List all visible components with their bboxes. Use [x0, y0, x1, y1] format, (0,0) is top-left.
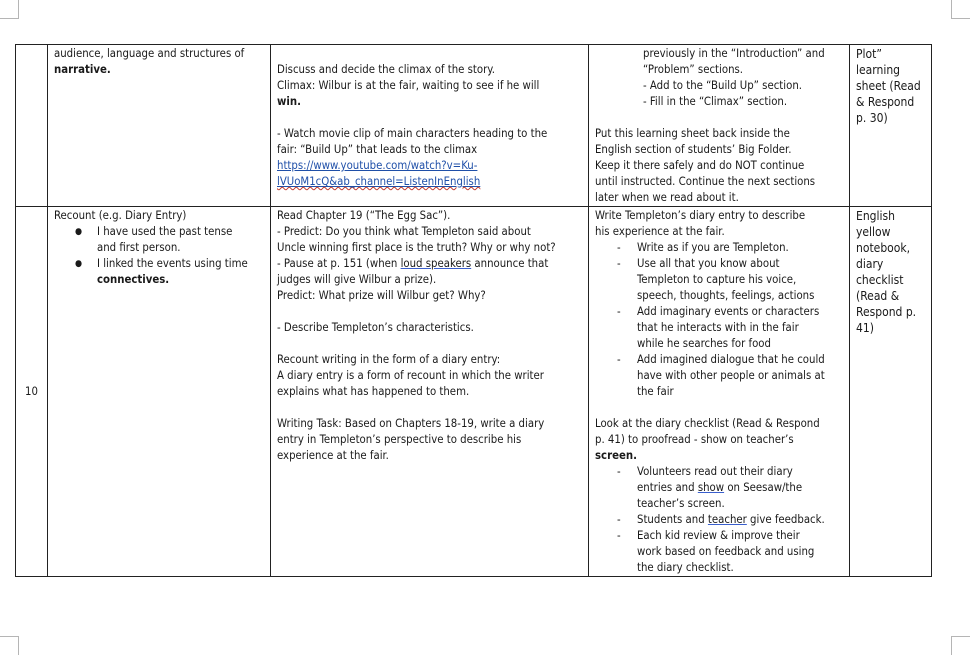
lesson-plan-table	[15, 44, 932, 577]
feedback-dash-list	[595, 464, 844, 576]
week-number-cell: 10	[16, 207, 48, 577]
list-item	[637, 464, 844, 512]
page-corner-mark-bottom-right	[951, 636, 970, 655]
list-item	[637, 304, 844, 352]
list-item	[97, 256, 265, 288]
resource-line: yellow	[856, 225, 891, 239]
task-line: “Problem” sections.	[643, 63, 744, 76]
activity-line: Predict: What prize will Wilbur get? Why?	[277, 289, 486, 302]
resource-line: diary	[856, 257, 884, 271]
task-line: Look at the diary checklist (Read & Respond	[595, 417, 820, 430]
task-line: Keep it there safely and do NOT continue	[595, 159, 805, 172]
list-item	[97, 224, 265, 256]
task-line: previously in the “Introduction” and	[643, 47, 825, 60]
week-cell-empty	[16, 45, 48, 207]
task-line: Write Templeton’s diary entry to describe	[595, 209, 806, 222]
resource-line: Respond p.	[856, 305, 917, 319]
task-point-line	[637, 480, 844, 496]
page-corner-mark-top-right	[951, 0, 970, 19]
task-point-line: - Volunteers read out their diary	[637, 465, 793, 478]
page-corner-mark-bottom-left	[0, 636, 19, 655]
task-point-line: that he interacts with in the fair	[637, 321, 799, 334]
activity-line: - Predict: Do you think what Templeton said about	[277, 225, 531, 238]
resource-line: notebook,	[856, 241, 911, 255]
list-item	[637, 240, 844, 256]
task-point-line: - Each kid review & improve their	[637, 529, 800, 542]
activity-line: Recount writing in the form of a diary entry:	[277, 353, 501, 366]
youtube-link[interactable]: https://www.youtube.com/watch?v=Ku-	[277, 159, 478, 172]
resource-line: 41)	[856, 321, 874, 335]
youtube-link-text[interactable]: lVUoM1cQ&ab_channel=ListenInEnglish	[277, 175, 481, 188]
task-line: until instructed. Continue the next sections	[595, 175, 816, 188]
task-point-line	[637, 512, 844, 528]
activity-line: Uncle winning first place is the truth? Why or why not?	[277, 241, 556, 254]
task-point-line: - Add imagined dialogue that he could	[637, 353, 825, 366]
resource-line: sheet (Read	[856, 79, 921, 93]
list-item	[637, 512, 844, 528]
bullet-line: ● I linked the events using time	[97, 257, 248, 270]
resources-cell	[850, 45, 932, 207]
activity-line: Climax: Wilbur is at the fair, waiting to see if he will	[277, 79, 540, 92]
task-line: screen.	[595, 449, 637, 462]
task-point-line: teacher’s screen.	[637, 497, 725, 510]
activity-line: Read Chapter 19 (“The Egg Sac”).	[277, 209, 451, 222]
task-line: - Fill in the “Climax” section.	[643, 95, 788, 108]
activity-line: judges will give Wilbur a prize).	[277, 273, 437, 286]
task-line: p. 41) to proofread - show on teacher’s	[595, 433, 794, 446]
objectives-cell	[48, 45, 271, 207]
objective-line: narrative.	[54, 63, 111, 76]
task-point-line: - Write as if you are Templeton.	[637, 241, 789, 254]
task-line: later when we read about it.	[595, 191, 739, 204]
task-point-line: work based on feedback and using	[637, 545, 815, 558]
text-run: show	[697, 481, 725, 494]
activities-cell	[271, 45, 589, 207]
text-run: teacher	[707, 513, 747, 526]
activity-line	[277, 256, 583, 272]
resources-cell	[850, 207, 932, 577]
activity-line: fair: “Build Up” that leads to the climax	[277, 143, 478, 156]
activity-line: - Watch movie clip of main characters heading to the	[277, 127, 548, 140]
task-point-line: have with other people or animals at	[637, 369, 825, 382]
task-point-line: - Add imaginary events or characters	[637, 305, 820, 318]
tasks-cell	[589, 207, 850, 577]
text-run: Students and	[637, 513, 708, 526]
youtube-link[interactable]	[277, 174, 583, 190]
table-row-week-10	[16, 207, 932, 577]
bullet-line: connectives.	[97, 273, 170, 286]
task-point-line: the diary checklist.	[637, 561, 734, 574]
resource-line: p. 30)	[856, 111, 888, 125]
resource-line: (Read &	[856, 289, 900, 303]
activity-line: - Describe Templeton’s characteristics.	[277, 321, 474, 334]
task-point-line: speech, thoughts, feelings, actions	[637, 289, 815, 302]
objective-title: Recount (e.g. Diary Entry)	[54, 209, 187, 222]
text-run: on Seesaw/the	[724, 481, 803, 494]
bullet-line: and first person.	[97, 241, 181, 254]
objective-line: audience, language and structures of	[54, 47, 245, 60]
page-corner-mark-top-left	[0, 0, 19, 19]
resource-line: learning	[856, 63, 901, 77]
task-point-line: while he searches for food	[637, 337, 771, 350]
list-item	[637, 352, 844, 400]
activity-line: entry in Templeton’s perspective to describe his	[277, 433, 522, 446]
resource-line: English	[856, 209, 895, 223]
text-run: announce that	[471, 257, 549, 270]
task-line: his experience at the fair.	[595, 225, 725, 238]
text-run: - Pause at p. 151 (when	[277, 257, 401, 270]
activities-cell	[271, 207, 589, 577]
list-item	[637, 256, 844, 304]
task-line: - Add to the “Build Up” section.	[643, 79, 802, 92]
activity-line: explains what has happened to them.	[277, 385, 470, 398]
activity-line: experience at the fair.	[277, 449, 389, 462]
activity-line: win.	[277, 95, 301, 108]
objectives-cell	[48, 207, 271, 577]
task-point-line: - Use all that you know about	[637, 257, 780, 270]
task-line: Put this learning sheet back inside the	[595, 127, 790, 140]
tasks-cell	[589, 45, 850, 207]
text-run: loud speakers	[400, 257, 472, 270]
objective-bullet-list	[54, 224, 265, 288]
activity-line: A diary entry is a form of recount in which the writer	[277, 369, 544, 382]
task-dash-list	[595, 240, 844, 400]
task-point-line: the fair	[637, 385, 674, 398]
resource-line: checklist	[856, 273, 904, 287]
list-item	[637, 528, 844, 576]
resource-line: Plot”	[856, 47, 882, 61]
activity-line: Writing Task: Based on Chapters 18-19, write a diary	[277, 417, 545, 430]
resource-line: & Respond	[856, 95, 915, 109]
task-line: English section of students’ Big Folder.	[595, 143, 792, 156]
table-row-continued	[16, 45, 932, 207]
task-point-line: Templeton to capture his voice,	[637, 273, 797, 286]
bullet-line: ● I have used the past tense	[97, 225, 233, 238]
text-run: give feedback.	[746, 513, 825, 526]
text-run: entries and	[637, 481, 698, 494]
activity-line: Discuss and decide the climax of the story.	[277, 63, 495, 76]
